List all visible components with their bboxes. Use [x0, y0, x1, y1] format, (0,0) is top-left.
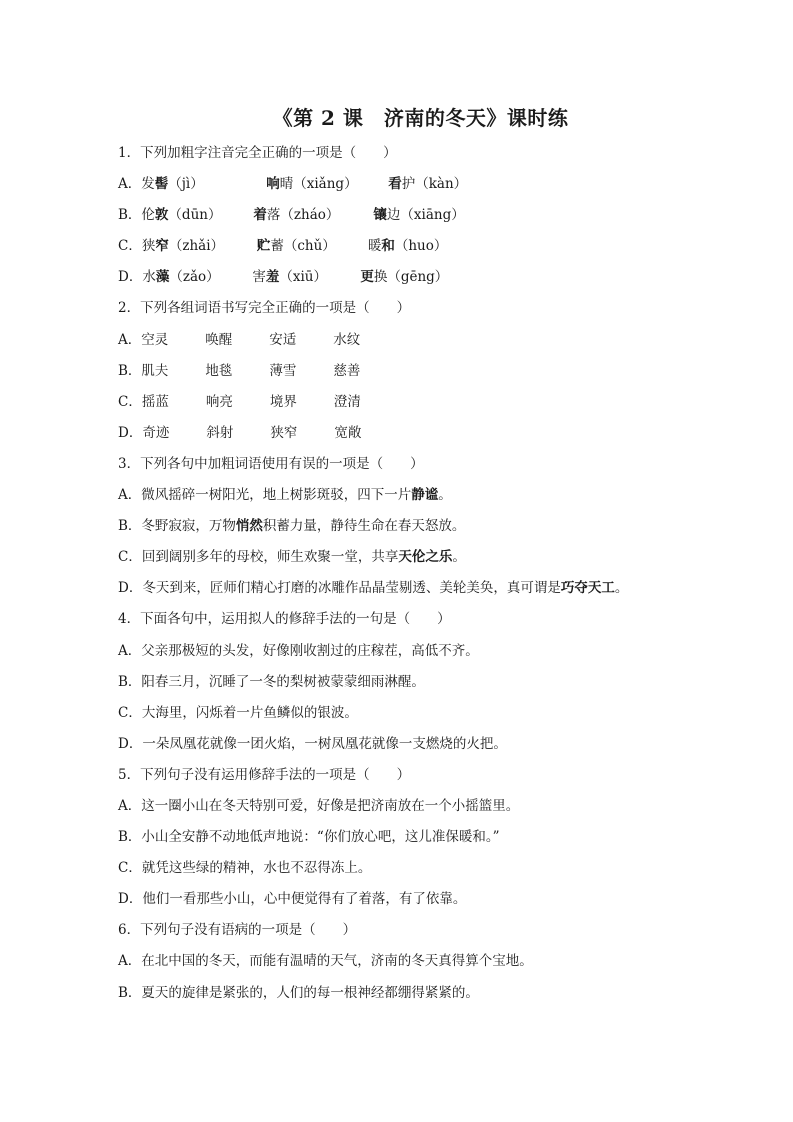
- bold-term: 镶: [373, 207, 387, 224]
- plain-text: 落（zháo）: [266, 207, 340, 224]
- option-row: [118, 546, 758, 577]
- option-row: [118, 173, 758, 204]
- option-text: [141, 826, 499, 848]
- option-row: [118, 857, 758, 888]
- option-text: [142, 391, 206, 413]
- option-text: [360, 266, 448, 288]
- option-text: [333, 360, 360, 382]
- plain-text: （xiū）: [279, 269, 327, 286]
- plain-text: 冬天到来，匠师们精心打磨的冰雕作品晶莹剔透、美轮美奂，真可谓是: [142, 580, 561, 597]
- option-text: [253, 204, 373, 226]
- plain-text: 积蓄力量，静待生命在春天怒放。: [262, 518, 466, 535]
- option-text: [206, 391, 270, 413]
- option-row: [118, 204, 758, 235]
- plain-text: 这一圈小山在冬天特别可爱，好像是把济南放在一个小摇篮里。: [141, 797, 520, 814]
- plain-text: 狭窄: [270, 424, 298, 441]
- option-text: [142, 733, 507, 755]
- plain-text: （huo）: [394, 238, 448, 255]
- option-text: [141, 484, 452, 506]
- option-row: [118, 360, 758, 391]
- option-row: [118, 266, 758, 297]
- option-row: [118, 733, 758, 764]
- option-text: [252, 266, 360, 288]
- option-text: [142, 702, 358, 724]
- option-text: [141, 795, 519, 817]
- plain-text: 肌夫: [141, 362, 169, 379]
- option-text: [141, 173, 266, 195]
- option-text: [333, 329, 360, 351]
- option-text: [205, 360, 269, 382]
- plain-text: 夏天的旋律是紧张的，人们的每一根神经都绷得紧紧的。: [141, 984, 479, 1001]
- option-text: [270, 422, 334, 444]
- option-letter: B．: [118, 362, 142, 379]
- plain-text: 响亮: [205, 393, 233, 410]
- option-text: [141, 360, 205, 382]
- option-letter: B．: [118, 518, 142, 535]
- option-text: [266, 173, 388, 195]
- option-text: [141, 640, 479, 662]
- option-row: [118, 515, 758, 546]
- plain-text: 唤醒: [205, 331, 233, 348]
- option-row: [118, 795, 758, 826]
- option-letter: D．: [118, 735, 143, 752]
- plain-text: 宽敞: [334, 424, 362, 441]
- option-text: [141, 982, 479, 1004]
- plain-text: 水纹: [333, 331, 361, 348]
- plain-text: 就凭这些绿的精神，水也不忍得冻上。: [141, 860, 372, 877]
- option-text: [141, 671, 425, 693]
- plain-text: 暖: [367, 238, 382, 255]
- plain-text: 阳春三月，沉睡了一冬的梨树被蒙蒙细雨淋醒。: [141, 673, 425, 690]
- option-row: [118, 577, 758, 608]
- option-letter: A．: [118, 176, 142, 193]
- option-row: [118, 982, 758, 1013]
- question-list: [118, 142, 758, 1013]
- plain-text: 害: [252, 269, 266, 286]
- plain-text: 在北中国的冬天，而能有温晴的天气，济南的冬天真得算个宝地。: [141, 953, 533, 970]
- option-row: [118, 640, 758, 671]
- option-letter: A．: [118, 642, 142, 659]
- plain-text: 空灵: [141, 331, 169, 348]
- option-row: [118, 235, 758, 266]
- option-text: [142, 546, 466, 568]
- option-row: [118, 329, 758, 360]
- plain-text: 境界: [269, 393, 297, 410]
- option-row: [118, 671, 758, 702]
- plain-text: 奇迹: [142, 424, 170, 441]
- option-text: [141, 950, 533, 972]
- option-row: [118, 391, 758, 422]
- bold-term: 敦: [154, 207, 169, 224]
- plain-text: 边（xiāng）: [386, 207, 465, 224]
- option-text: [257, 235, 368, 257]
- option-text: [269, 360, 333, 382]
- option-text: [205, 329, 269, 351]
- option-row: [118, 422, 758, 453]
- option-letter: C．: [118, 393, 142, 410]
- option-text: [269, 329, 333, 351]
- bold-term: 和: [381, 238, 395, 255]
- plain-text: 。: [452, 549, 466, 566]
- option-letter: A．: [118, 953, 142, 970]
- plain-text: 护（kàn）: [401, 176, 468, 193]
- bold-term: 贮: [256, 238, 271, 255]
- option-letter: C．: [118, 549, 142, 566]
- plain-text: 小山全安静不动地低声地说：“你们放心吧，这儿准保暖和。”: [141, 829, 500, 846]
- bold-term: 羞: [265, 269, 280, 286]
- plain-text: 。: [614, 580, 629, 597]
- plain-text: 大海里，闪烁着一片鱼鳞似的银波。: [141, 704, 358, 721]
- plain-text: 回到阔别多年的母校，师生欢聚一堂，共享: [141, 549, 399, 566]
- bold-term: 看: [388, 176, 402, 193]
- option-text: [142, 888, 466, 910]
- plain-text: 摇蓝: [141, 393, 169, 410]
- plain-text: 冬野寂寂，万物: [141, 518, 236, 535]
- plain-text: 狭: [141, 238, 156, 255]
- bold-term: 悄然: [235, 518, 263, 535]
- bold-term: 静谧: [411, 487, 439, 504]
- plain-text: 安适: [269, 331, 297, 348]
- plain-text: 蓄（chǔ）: [270, 238, 336, 255]
- plain-text: （zǎo）: [169, 269, 220, 286]
- option-text: [142, 266, 252, 288]
- plain-text: 薄雪: [269, 362, 297, 379]
- bold-term: 着: [253, 207, 267, 224]
- option-row: [118, 950, 758, 981]
- option-letter: D．: [118, 580, 143, 597]
- option-text: [368, 235, 448, 257]
- option-letter: A．: [118, 797, 142, 814]
- plain-text: 他们一看那些小山，心中便觉得有了着落，有了依靠。: [142, 891, 467, 908]
- option-text: [141, 515, 465, 537]
- plain-text: 斜射: [206, 424, 234, 441]
- option-row: [118, 702, 758, 733]
- option-row: [118, 888, 758, 919]
- plain-text: 澄清: [333, 393, 361, 410]
- bold-term: 髻: [154, 176, 169, 193]
- option-letter: B．: [118, 673, 142, 690]
- plain-text: 水: [142, 269, 156, 286]
- plain-text: 发: [141, 176, 155, 193]
- bold-term: 巧夺天工: [560, 580, 615, 597]
- option-letter: C．: [118, 238, 142, 255]
- option-letter: D．: [118, 891, 143, 908]
- question-stem: 3．下列各句中加粗词语使用有误的一项是（ ）: [118, 455, 424, 472]
- option-letter: D．: [118, 269, 143, 286]
- bold-term: 天伦之乐: [398, 549, 453, 566]
- plain-text: （jì）: [168, 176, 204, 193]
- bold-term: 响: [266, 176, 280, 193]
- option-text: [373, 204, 464, 226]
- option-letter: B．: [118, 984, 142, 1001]
- page-title: 《第 2 课 济南的冬天》课时练: [272, 106, 569, 130]
- plain-text: 父亲那极短的头发，好像刚收割过的庄稼茬，高低不齐。: [141, 642, 479, 659]
- question-stem: 4．下面各句中，运用拟人的修辞手法的一句是（ ）: [118, 611, 451, 628]
- option-text: [270, 391, 334, 413]
- option-letter: D．: [118, 424, 143, 441]
- bold-term: 藻: [155, 269, 170, 286]
- plain-text: （dūn）: [168, 207, 222, 224]
- bold-term: 更: [360, 269, 374, 286]
- plain-text: 伦: [141, 207, 155, 224]
- question-stem: 2．下列各组词语书写完全正确的一项是（ ）: [118, 300, 411, 317]
- option-text: [142, 422, 206, 444]
- bold-term: 窄: [155, 238, 169, 255]
- option-letter: B．: [118, 207, 142, 224]
- plain-text: 地毯: [205, 362, 233, 379]
- option-text: [388, 173, 467, 195]
- option-letter: C．: [118, 704, 142, 721]
- option-text: [142, 857, 372, 879]
- question-stem: 5．下列句子没有运用修辞手法的一项是（ ）: [118, 766, 411, 783]
- plain-text: （zhǎi）: [168, 238, 225, 255]
- option-text: [334, 391, 361, 413]
- plain-text: 一朵凤凰花就像一团火焰，一树凤凰花就像一支燃烧的火把。: [142, 735, 507, 752]
- question-stem: 6．下列句子没有语病的一项是（ ）: [118, 922, 357, 939]
- option-text: [334, 422, 361, 444]
- option-text: [141, 204, 253, 226]
- option-text: [141, 329, 205, 351]
- question-stem: 1．下列加粗字注音完全正确的一项是（ ）: [118, 145, 397, 161]
- option-letter: A．: [118, 331, 142, 348]
- plain-text: 。: [438, 487, 452, 504]
- plain-text: 微风摇碎一树阳光，地上树影斑驳，四下一片: [141, 487, 412, 504]
- option-letter: C．: [118, 860, 142, 877]
- option-letter: A．: [118, 487, 142, 504]
- plain-text: 晴（xiǎng）: [279, 176, 358, 193]
- option-text: [206, 422, 270, 444]
- option-letter: B．: [118, 829, 142, 846]
- plain-text: 换（gēng）: [373, 269, 449, 286]
- option-text: [142, 577, 628, 599]
- option-text: [142, 235, 257, 257]
- option-row: [118, 484, 758, 515]
- option-row: [118, 826, 758, 857]
- plain-text: 慈善: [333, 362, 361, 379]
